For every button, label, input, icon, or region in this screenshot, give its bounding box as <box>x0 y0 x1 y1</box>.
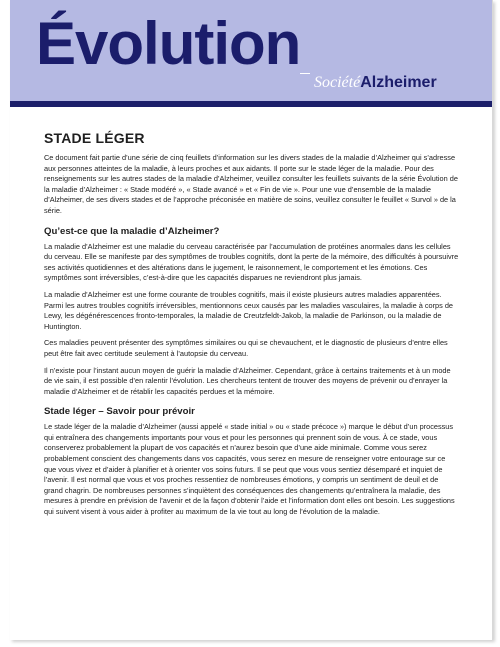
series-title: Évolution <box>36 10 301 77</box>
brand-logo <box>314 75 437 91</box>
section2-paragraph-1: Le stade léger de la maladie d’Alzheimer (aussi appelé « stade initial » ou « stade précoce ») marque le début d’un processus qui entraînera des changements importants pour vous et pour les personnes qui prennent soin de vous. À ce stade, vous conserverez probablement la plupart de vos capacités et n’aurez besoin que d’une aide minimale. Comme vous serez probablement conscient des changements dans vos capacités, vous serez en mesure de renseigner votre entourage sur ce que vous vivez et d’aider à planifier et à orienter vos soins futurs. Il se peut que vous vous sentiez désemparé et inquiet de l’avenir. Il est normal que vous et vos proches ressentiez de nombreuses émotions, y compris un sentiment de deuil et de grand chagrin. De nombreuses personnes s’inquiètent des conséquences des changements qu’entraînera la maladie, des mesures à prendre en prévision de l’avenir et de la façon d’obtenir l’aide et l’information dont elles ont besoin. Les suggestions qui suivent visent à vous aider à profiter au maximum de la vie tout au long de l’évolution de la maladie. <box>44 422 455 517</box>
header-banner <box>10 0 492 101</box>
section1-paragraph-4: Il n’existe pour l’instant aucun moyen de guérir la maladie d’Alzheimer. Cependant, grâce à certains traitements et à un mode de vie sain, il est possible d’en ralentir l’évolution. Les chercheurs tentent de trouver des moyens de prévenir ou d’enrayer la maladie d’Alzheimer et de rétablir les capacités perdues et la mémoire. <box>44 365 451 396</box>
section1-paragraph-3: Ces maladies peuvent présenter des symptômes similaires ou qui se chevauchent, et le diagnostic de plusieurs d’entre elles peut être fait avec certitude seulement à l’autopsie du cerveau. <box>44 338 448 358</box>
document-page <box>10 0 493 640</box>
intro-paragraph: Ce document fait partie d’une série de cinq feuillets d’information sur les divers stades de la maladie d’Alzheimer qui s’adresse aux personnes atteintes de la maladie, à leurs proches et aux aidants. Il porte sur le stade léger de la maladie. Pour des renseignements sur les autres stades de la maladie d’Alzheimer, veuillez consulter les feuillets suivants de la série Évolution de la maladie d’Alzheimer : « Stade modéré », « Stade avancé » et « Fin de vie ». Pour une vue d’ensemble de la maladie d’Alzheimer, de ses divers stades et de l’approche préconisée en matière de soins, veuillez consulter le feuillet « Survol » de la série. <box>44 153 458 215</box>
section1-paragraph-2: La maladie d’Alzheimer est une forme courante de troubles cognitifs, mais il existe plusieurs autres maladies apparentées. Parmi les autres troubles cognitifs irréversibles, mentionnons ceux causés par les maladies vasculaires, la maladie à corps de Lewy, les dégénérescences fronto-temporales, la maladie de Creutzfeldt-Jakob, la maladie de Parkinson, ou la maladie de Huntington. <box>44 289 453 331</box>
brand-rule <box>300 73 310 74</box>
page-heading: STADE LÉGER <box>44 130 145 146</box>
header-divider <box>10 101 492 107</box>
brand-logo-part2: Alzheimer <box>360 74 437 91</box>
document-body <box>44 130 459 524</box>
section1-paragraph-1: La maladie d’Alzheimer est une maladie du cerveau caractérisée par l’accumulation de protéines anormales dans les cellules du cerveau. Elle se manifeste par des symptômes de troubles cognitifs, dont la perte de la mémoire, des difficultés à poursuivre ses activités quotidiennes et des altérations dans le jugement, le raisonnement, le comportement et les émotions. Ces symptômes sont irréversibles, c’est-à-dire que les capacités disparues ne reviendront plus jamais. <box>44 241 459 283</box>
brand-logo-part1: Société <box>314 74 361 91</box>
section-title-what-is: Qu’est-ce que la maladie d’Alzheimer? <box>44 225 220 237</box>
section-title-mild-stage: Stade léger – Savoir pour prévoir <box>44 406 195 418</box>
